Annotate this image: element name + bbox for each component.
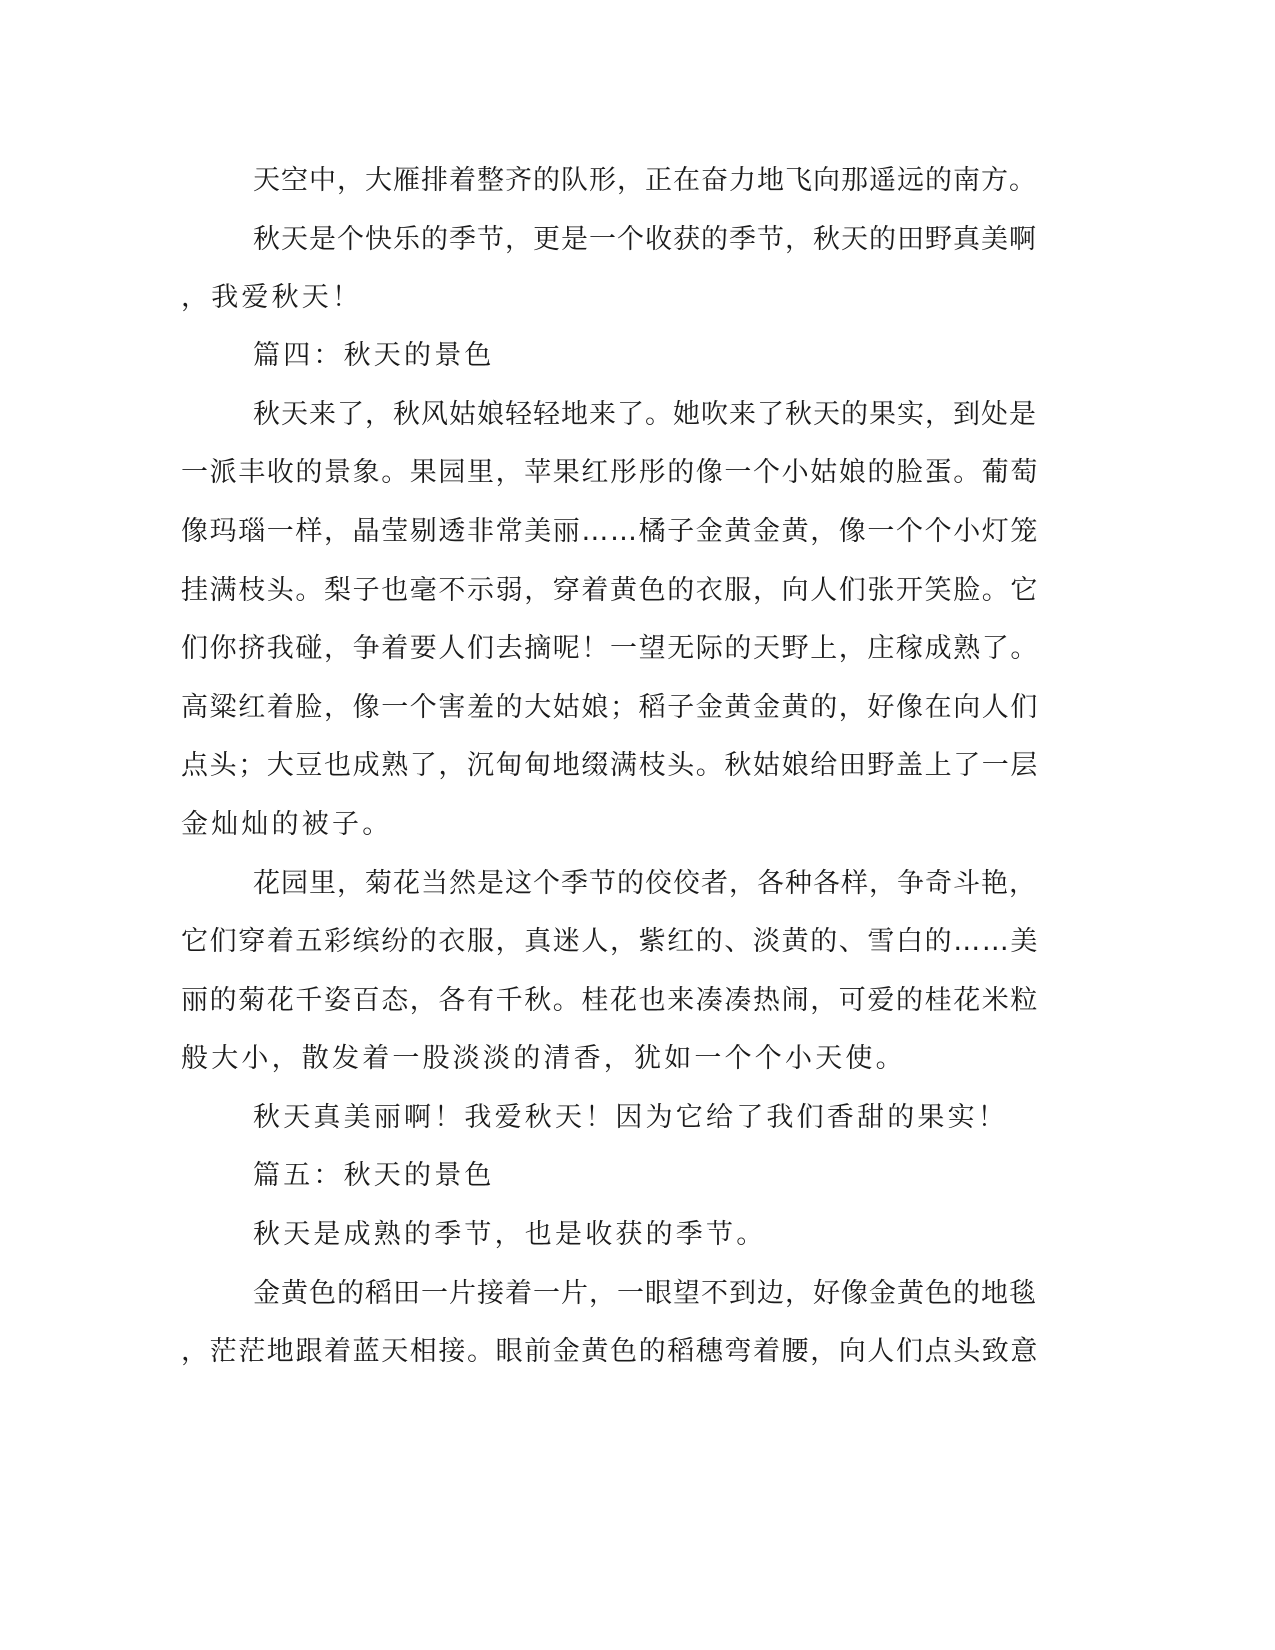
- section-heading: 篇四：秋天的景色: [253, 340, 495, 371]
- text-line: 一派丰收的景象。果园里，苹果红彤彤的像一个小姑娘的脸蛋。葡萄: [181, 457, 1039, 488]
- text-line: 丽的菊花千姿百态，各有千秋。桂花也来凑凑热闹，可爱的桂花米粒: [181, 985, 1039, 1016]
- text-line: 秋天是成熟的季节，也是收获的季节。: [253, 1219, 767, 1250]
- text-line: 点头；大豆也成熟了，沉甸甸地缀满枝头。秋姑娘给田野盖上了一层: [181, 750, 1039, 781]
- section-heading: 篇五：秋天的景色: [253, 1160, 495, 1191]
- text-line: 秋天来了，秋风姑娘轻轻地来了。她吹来了秋天的果实，到处是: [253, 399, 1037, 430]
- text-line: 们你挤我碰，争着要人们去摘呢！一望无际的天野上，庄稼成熟了。: [181, 633, 1039, 664]
- text-line: 天空中，大雁排着整齐的队形，正在奋力地飞向那遥远的南方。: [253, 165, 1037, 196]
- text-line: 秋天真美丽啊！我爱秋天！因为它给了我们香甜的果实！: [253, 1102, 1008, 1133]
- text-line: 挂满枝头。梨子也毫不示弱，穿着黄色的衣服，向人们张开笑脸。它: [181, 575, 1039, 606]
- text-line: ，我爱秋天！: [181, 282, 363, 313]
- text-line: 般大小，散发着一股淡淡的清香，犹如一个个小天使。: [181, 1043, 906, 1074]
- text-line: 秋天是个快乐的季节，更是一个收获的季节，秋天的田野真美啊: [253, 224, 1037, 255]
- text-line: 像玛瑙一样，晶莹剔透非常美丽……橘子金黄金黄，像一个个小灯笼: [181, 516, 1039, 547]
- text-line: 花园里，菊花当然是这个季节的佼佼者，各种各样，争奇斗艳，: [253, 868, 1037, 899]
- text-line: ，茫茫地跟着蓝天相接。眼前金黄色的稻穗弯着腰，向人们点头致意: [181, 1336, 1039, 1367]
- text-line: 高粱红着脸，像一个害羞的大姑娘；稻子金黄金黄的，好像在向人们: [181, 692, 1039, 723]
- text-line: 金灿灿的被子。: [181, 809, 393, 840]
- text-line: 它们穿着五彩缤纷的衣服，真迷人，紫红的、淡黄的、雪白的……美: [181, 926, 1039, 957]
- text-line: 金黄色的稻田一片接着一片，一眼望不到边，好像金黄色的地毯: [253, 1278, 1037, 1309]
